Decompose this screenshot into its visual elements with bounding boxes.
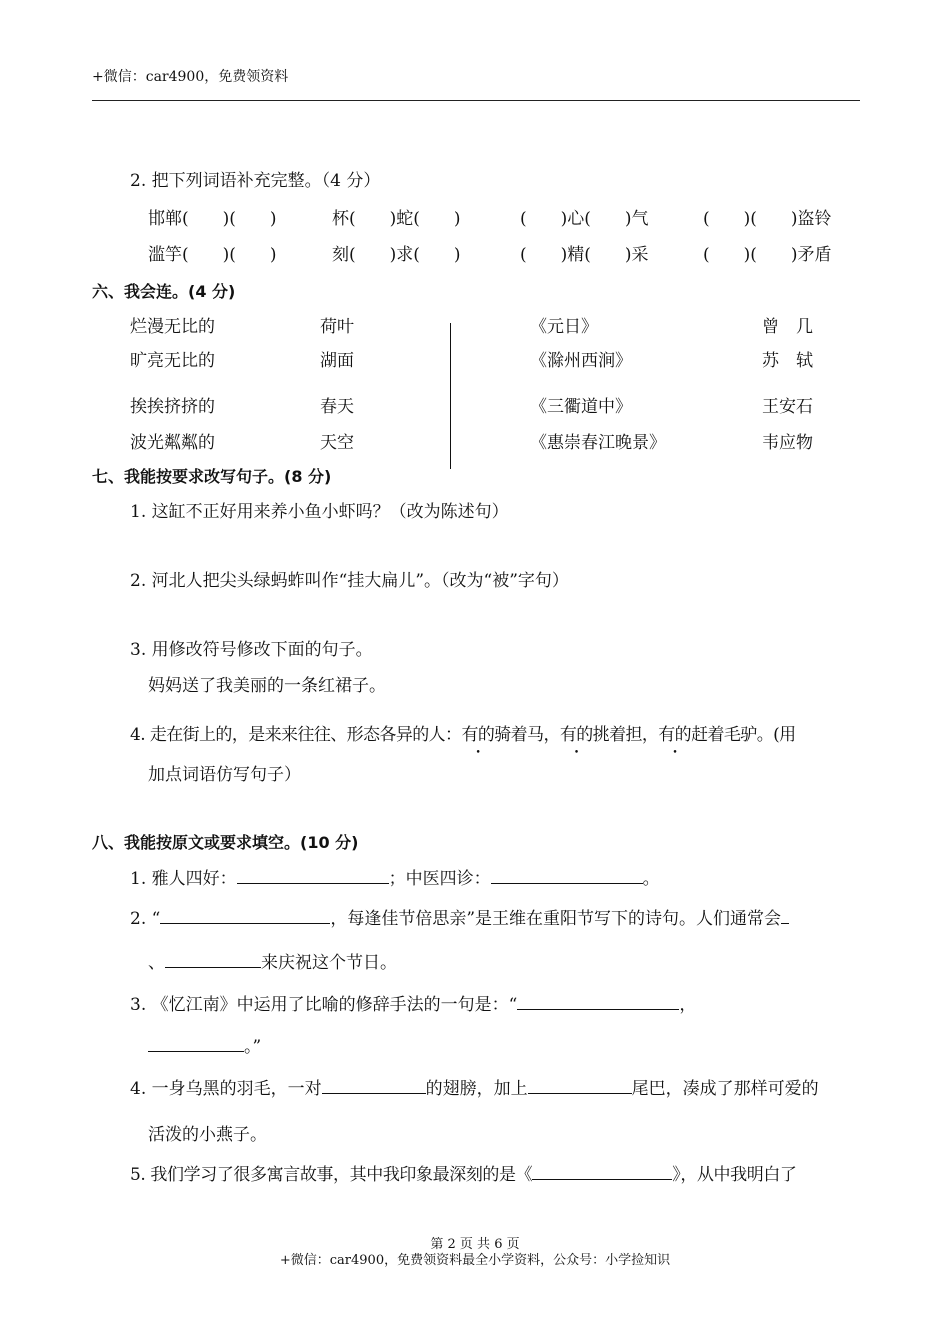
blank-line[interactable] [322,1075,426,1094]
sec6-left-b-2: 春天 [320,397,354,417]
sec7-q4 [130,720,796,745]
sec8-q4-part-a: 4. 一身乌黑的羽毛，一对 [130,1079,322,1099]
sec6-right-b-3: 韦应物 [762,433,813,453]
q5-2-r2-c1: 滥竽( )( ) [148,245,277,265]
blank-line[interactable] [528,1075,632,1094]
header-text: +微信：car4900，免费领资料 [92,69,289,85]
q5-2-r2-c4: ( )( )矛盾 [703,245,832,265]
blank-line[interactable] [781,905,789,924]
sec8-q2-part-c: 、 [148,953,165,973]
dotted-word-2: 有的 [559,725,593,745]
sec8-q1-part-b: ；中医四诊： [388,869,491,889]
sec8-q4-line2: 活泼的小燕子。 [148,1125,267,1145]
dotted-word-3: 有的 [658,725,692,745]
sec7-title: 七、我能按要求改写句子。(8 分) [92,467,332,486]
sec6-title: 六、我会连。(4 分) [92,282,236,301]
blank-line[interactable] [160,905,330,924]
q5-2-r1-c3: ( )心( )气 [520,209,649,229]
sec8-q5 [130,1160,797,1185]
sec6-right-a-2: 《三衢道中》 [530,397,632,417]
sec8-q4-part-b: 的翅膀，加上 [425,1079,528,1099]
sec6-left-b-1: 湖面 [320,351,354,371]
sec8-q1-part-a: 1. 雅人四好： [130,869,237,889]
sec6-left-a-0: 烂漫无比的 [130,317,215,337]
blank-line[interactable] [148,1033,244,1052]
sec8-title: 八、我能按原文或要求填空。(10 分) [92,833,359,852]
sec6-left-a-1: 旷亮无比的 [130,351,215,371]
sec7-q2: 2. 河北人把尖头绿蚂蚱叫作“挂大扁儿”。（改为“被”字句） [130,571,569,591]
sec8-q4-part-c: 尾巴，凑成了那样可爱的 [631,1079,819,1099]
sec6-divider [450,323,451,469]
sec6-left-b-3: 天空 [320,433,354,453]
sec8-q2 [130,904,789,929]
sec8-q3-part-a: 3. 《忆江南》中运用了比喻的修辞手法的一句是：“ [130,995,518,1015]
sec7-q4-part-a: 4. 走在街上的，是来来往往、形态各异的人： [130,725,462,745]
sec6-right-a-3: 《惠崇春江晚景》 [530,433,666,453]
blank-line[interactable] [517,991,679,1010]
sec8-q5-part-b: 》，从中我明白了 [672,1165,797,1185]
q5-2-r1-c2: 杯( )蛇( ) [332,209,461,229]
sec6-left-a-3: 波光粼粼的 [130,433,215,453]
sec7-q4-line2: 加点词语仿写句子） [148,765,301,785]
sec8-q4 [130,1074,819,1099]
sec6-right-b-2: 王安石 [762,397,813,417]
blank-line[interactable] [165,949,261,968]
footer-note: +微信：car4900，免费领资料最全小学资料，公众号：小学捡知识 [279,1253,671,1268]
sec7-q4-part-c: 挑着担， [592,725,659,745]
sec7-q4-part-d: 赶着毛驴。(用 [691,725,796,745]
q5-2-title: 2. 把下列词语补充完整。（4 分） [130,171,381,191]
sec6-right-b-0: 曾 几 [762,317,813,337]
blank-line[interactable] [237,865,389,884]
sec8-q3-line2 [148,1032,261,1057]
sec7-q3-sentence: 妈妈送了我美丽的一条红裙子。 [148,676,386,696]
q5-2-r2-c2: 刻( )求( ) [332,245,461,265]
dotted-word-1: 有的 [461,725,495,745]
sec8-q3 [130,990,696,1015]
blank-line[interactable] [491,865,643,884]
q5-2-r2-c3: ( )精( )采 [520,245,649,265]
sec8-q3-part-b: ， [679,995,697,1015]
sec7-q3: 3. 用修改符号修改下面的句子。 [130,640,373,660]
sec8-q2-line2 [148,948,397,973]
sec7-q1: 1. 这缸不正好用来养小鱼小虾吗？（改为陈述句） [130,502,509,522]
sec6-left-a-2: 挨挨挤挤的 [130,397,215,417]
q5-2-r1-c4: ( )( )盗铃 [703,209,832,229]
sec6-right-b-1: 苏 轼 [762,351,813,371]
sec8-q1-part-c: 。 [642,869,660,889]
q5-2-r1-c1: 邯郸( )( ) [148,209,277,229]
sec8-q5-part-a: 5. 我们学习了很多寓言故事，其中我印象最深刻的是《 [130,1165,533,1185]
sec6-right-a-0: 《元日》 [530,317,598,337]
sec8-q2-part-b: ，每逢佳节倍思亲”是王维在重阳节写下的诗句。人们通常会 [330,909,782,929]
sec8-q2-part-a: 2. “ [130,909,161,929]
sec8-q3-part-c: 。” [244,1037,262,1057]
sec7-q4-part-b: 骑着马， [494,725,560,745]
sec8-q2-part-d: 来庆祝这个节日。 [261,953,397,973]
sec6-right-a-1: 《滁州西涧》 [530,351,632,371]
sec6-left-b-0: 荷叶 [320,317,354,337]
blank-line[interactable] [532,1161,672,1180]
sec8-q1 [130,864,660,889]
footer-page-number: 第 2 页 共 6 页 [430,1237,520,1252]
header-rule [92,100,860,101]
